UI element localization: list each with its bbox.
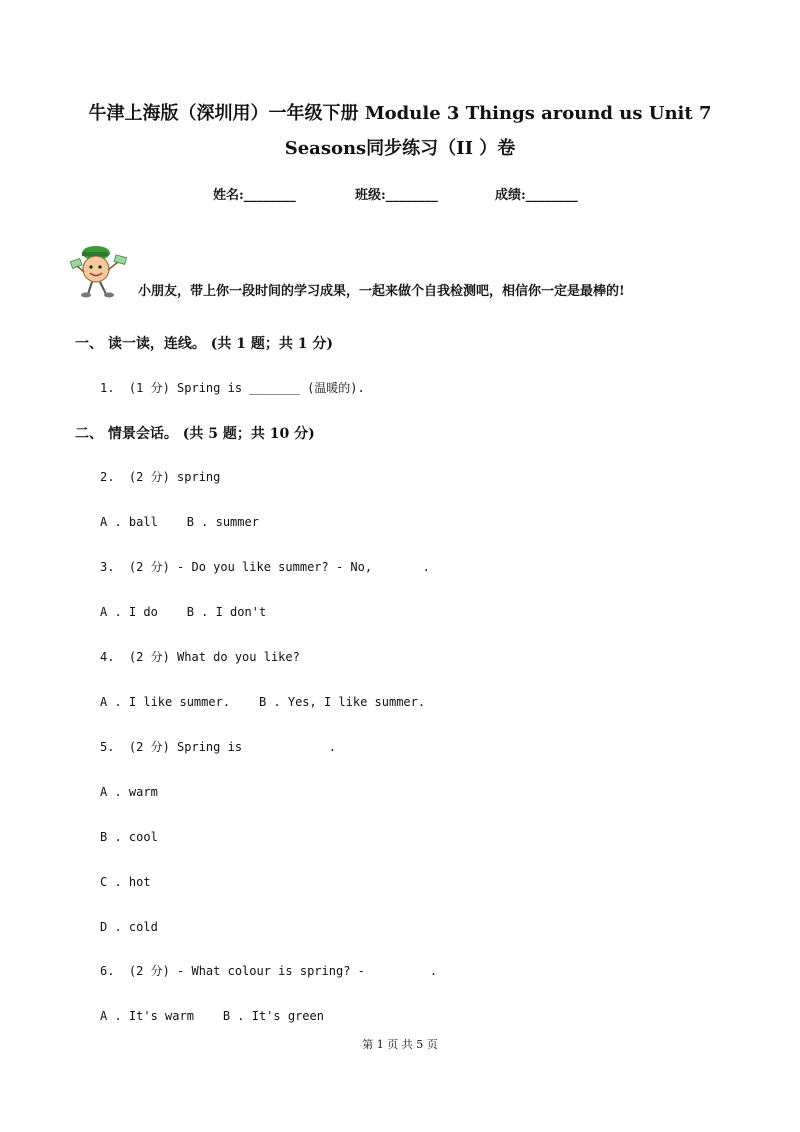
question-1: 1. (1 分) Spring is _______ (温暖的). (100, 381, 365, 395)
title-line-1: 牛津上海版（深圳用）一年级下册 Module 3 Things around us Unit 7 (88, 103, 712, 124)
question-4: 4. (2 分) What do you like? (100, 650, 300, 664)
question-6-options: A . It's warm B . It's green (100, 1009, 324, 1023)
question-5-option-c: C . hot (100, 875, 151, 889)
question-3: 3. (2 分) - Do you like summer? - No, . (100, 560, 430, 574)
title-line-2: Seasons同步练习（II ）卷 (284, 138, 516, 159)
name-field[interactable]: 姓名:________ (213, 188, 296, 203)
question-3-options: A . I do B . I don't (100, 605, 267, 619)
cartoon-mascot-icon (68, 242, 130, 300)
question-6: 6. (2 分) - What colour is spring? - . (100, 964, 438, 978)
question-4-options: A . I like summer. B . Yes, I like summer. (100, 695, 426, 709)
page-footer: 第 1 页 共 5 页 (362, 1038, 438, 1051)
class-field[interactable]: 班级:________ (355, 188, 438, 203)
question-2: 2. (2 分) spring (100, 470, 221, 484)
section-1-heading: 一、 读一读，连线。 (共 1 题；共 1 分) (75, 336, 333, 352)
question-5-option-d: D . cold (100, 920, 158, 934)
section-2-heading: 二、 情景会话。 (共 5 题；共 10 分) (75, 426, 315, 442)
score-field[interactable]: 成绩:________ (495, 188, 578, 203)
question-5: 5. (2 分) Spring is . (100, 740, 336, 754)
document-title (60, 96, 740, 166)
question-5-option-b: B . cool (100, 830, 158, 844)
question-2-options: A . ball B . summer (100, 515, 259, 529)
intro-text: 小朋友，带上你一段时间的学习成果，一起来做个自我检测吧，相信你一定是最棒的! (138, 284, 625, 299)
question-5-option-a: A . warm (100, 785, 158, 799)
